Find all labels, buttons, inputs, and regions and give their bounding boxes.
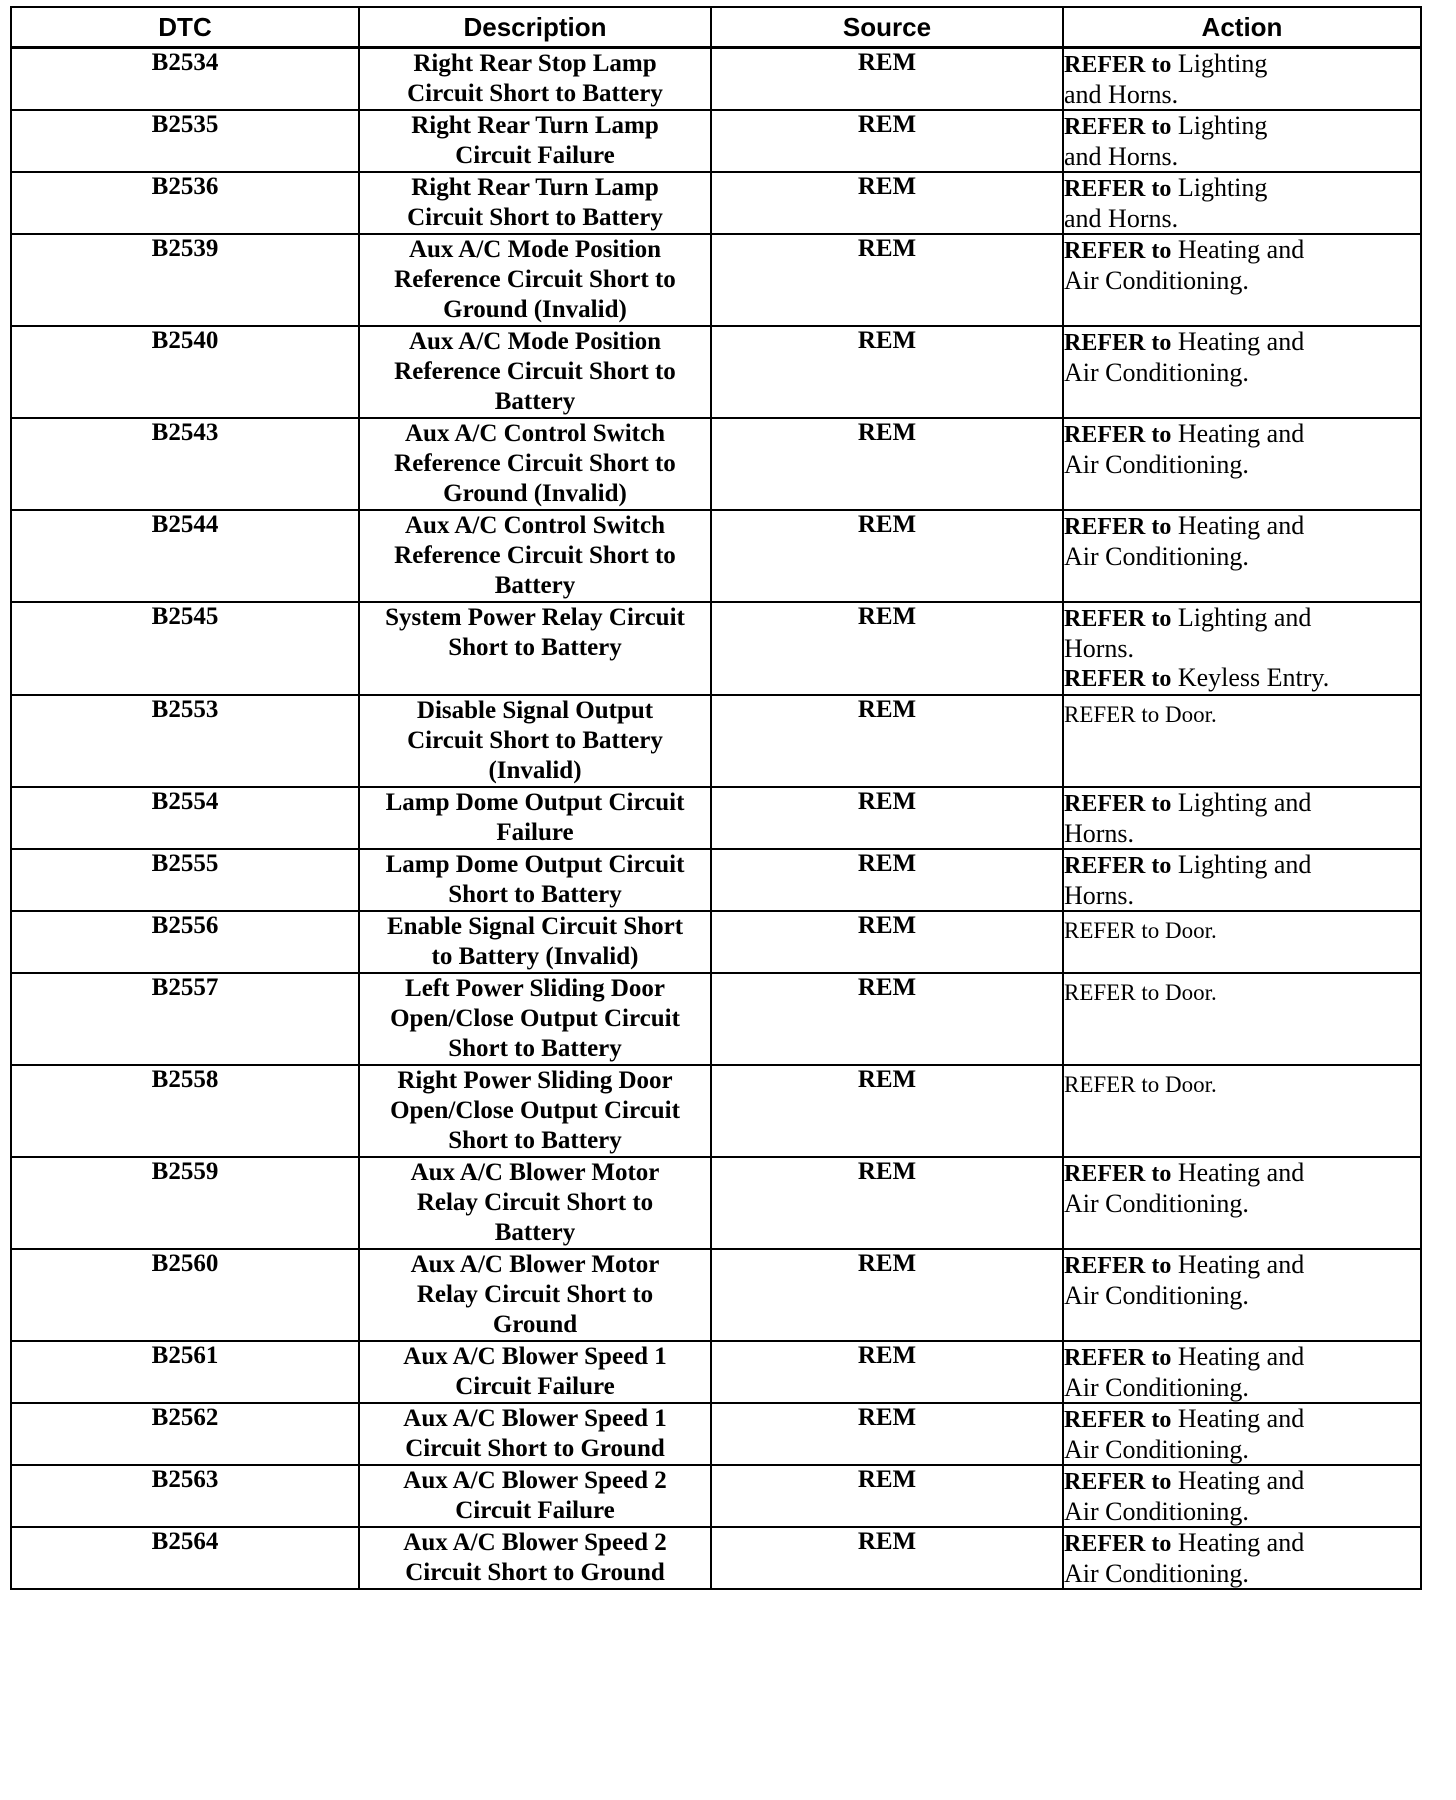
action-line [1064,1066,1420,1099]
action-line [1064,450,1420,479]
action-text: Lighting and [1177,603,1312,632]
refer-label: REFER to [1064,238,1172,264]
action-text: Air Conditioning. [1064,1189,1249,1218]
refer-label: REFER to [1064,853,1172,879]
action-text: REFER to Door. [1064,980,1217,1005]
action-text: Heating and [1177,1404,1305,1433]
source-cell: REM [711,787,1063,849]
table-row [11,602,1421,695]
source-cell: REM [711,510,1063,602]
table-row [11,234,1421,326]
action-line [1064,1559,1420,1588]
refer-label: REFER to [1064,1161,1172,1187]
description-line: Short to Battery [448,634,622,661]
action-line [1064,974,1420,1007]
action-text: Lighting [1177,173,1268,202]
table-row [11,418,1421,510]
description-line: Right Power Sliding Door [397,1067,673,1094]
description-cell [359,1465,711,1527]
action-line [1064,1435,1420,1464]
source-cell: REM [711,1403,1063,1465]
action-text: Lighting and [1177,850,1312,879]
dtc-code: B2558 [11,1065,359,1157]
header-action: Action [1063,7,1421,48]
source-cell: REM [711,234,1063,326]
description-cell [359,326,711,418]
dtc-code: B2543 [11,418,359,510]
table-row [11,911,1421,973]
action-text: Air Conditioning. [1064,266,1249,295]
table-row [11,1527,1421,1589]
action-cell [1063,48,1421,111]
refer-label: REFER to [1064,114,1172,140]
action-line [1064,634,1420,663]
action-line [1064,111,1420,142]
dtc-code: B2555 [11,849,359,911]
description-line: Aux A/C Blower Speed 2 [403,1529,667,1556]
description-line: Ground (Invalid) [443,480,627,507]
action-cell [1063,1527,1421,1589]
description-line: to Battery (Invalid) [431,943,639,970]
description-line: Circuit Short to Ground [405,1559,665,1586]
action-line [1064,542,1420,571]
source-cell: REM [711,1249,1063,1341]
dtc-code: B2557 [11,973,359,1065]
action-line [1064,49,1420,80]
action-text: Heating and [1177,327,1305,356]
dtc-code: B2534 [11,48,359,111]
action-line [1064,1466,1420,1497]
table-row [11,172,1421,234]
description-line: Aux A/C Blower Speed 2 [403,1467,667,1494]
description-line: Ground [492,1311,578,1338]
action-cell [1063,1157,1421,1249]
action-line [1064,266,1420,295]
description-cell [359,418,711,510]
action-text: Horns. [1064,634,1135,663]
description-line: Circuit Short to Battery [407,80,663,107]
description-cell [359,110,711,172]
action-line [1064,1158,1420,1189]
dtc-code: B2545 [11,602,359,695]
dtc-code: B2564 [11,1527,359,1589]
description-line: Short to Battery [448,881,622,908]
description-cell [359,1403,711,1465]
source-cell: REM [711,326,1063,418]
action-text: Air Conditioning. [1064,1559,1249,1588]
refer-label: REFER to [1064,176,1172,202]
description-cell [359,849,711,911]
action-text: Air Conditioning. [1064,358,1249,387]
dtc-code: B2559 [11,1157,359,1249]
action-text: Air Conditioning. [1064,1435,1249,1464]
action-line [1064,1250,1420,1281]
action-text: Heating and [1177,1250,1305,1279]
source-cell: REM [711,602,1063,695]
action-cell [1063,510,1421,602]
table-row [11,326,1421,418]
dtc-code: B2544 [11,510,359,602]
refer-label: REFER to [1064,1407,1172,1433]
dtc-code: B2563 [11,1465,359,1527]
action-text: REFER to Door. [1064,918,1217,943]
source-cell: REM [711,695,1063,787]
description-line: Aux A/C Mode Position [408,328,662,355]
action-cell [1063,418,1421,510]
source-cell: REM [711,1065,1063,1157]
description-line: Open/Close Output Circuit [390,1097,680,1124]
action-text: REFER to Door. [1064,1072,1217,1097]
refer-label: REFER to [1064,1253,1172,1279]
description-line: Right Rear Stop Lamp [413,50,657,77]
description-line: System Power Relay Circuit [385,604,685,631]
source-cell: REM [711,110,1063,172]
dtc-code: B2536 [11,172,359,234]
table-row [11,110,1421,172]
description-cell [359,1065,711,1157]
source-cell: REM [711,911,1063,973]
action-text: Air Conditioning. [1064,450,1249,479]
action-text: Heating and [1177,1528,1305,1557]
description-line: Lamp Dome Output Circuit [385,789,685,816]
dtc-code: B2535 [11,110,359,172]
table-row [11,1341,1421,1403]
description-cell [359,973,711,1065]
description-line: Aux A/C Control Switch [405,512,665,539]
action-line [1064,327,1420,358]
action-cell [1063,1341,1421,1403]
dtc-code: B2540 [11,326,359,418]
table-header-row [11,7,1421,48]
refer-label: REFER to [1064,606,1172,632]
description-line: Lamp Dome Output Circuit [385,851,685,878]
action-text: Air Conditioning. [1064,1497,1249,1526]
description-line: Short to Battery [448,1127,622,1154]
action-cell [1063,787,1421,849]
action-cell [1063,911,1421,973]
description-line: Right Rear Turn Lamp [411,174,659,201]
description-line: Left Power Sliding Door [405,975,665,1002]
action-line [1064,142,1420,171]
description-line: Circuit Failure [455,1373,615,1400]
action-text: and Horns. [1064,204,1179,233]
action-cell [1063,110,1421,172]
action-text: Air Conditioning. [1064,1373,1249,1402]
action-line [1064,1497,1420,1526]
description-cell [359,602,711,695]
action-cell [1063,172,1421,234]
description-cell [359,1157,711,1249]
action-line [1064,235,1420,266]
table-row [11,510,1421,602]
refer-label: REFER to [1064,1469,1172,1495]
source-cell: REM [711,849,1063,911]
table-row [11,1249,1421,1341]
action-line [1064,511,1420,542]
action-line [1064,1281,1420,1310]
action-text: Heating and [1177,235,1305,264]
refer-label: REFER to [1064,1345,1172,1371]
table-row [11,849,1421,911]
action-line [1064,1189,1420,1218]
action-line [1064,696,1420,729]
action-cell [1063,602,1421,695]
source-cell: REM [711,1465,1063,1527]
header-source: Source [711,7,1063,48]
description-cell [359,1341,711,1403]
description-line: Failure [496,819,574,846]
description-line: Aux A/C Blower Motor [410,1251,660,1278]
dtc-code: B2562 [11,1403,359,1465]
action-text: Air Conditioning. [1064,1281,1249,1310]
description-line: Disable Signal Output [416,697,654,724]
action-cell [1063,1403,1421,1465]
action-text: Heating and [1177,419,1305,448]
refer-label: REFER to [1064,422,1172,448]
dtc-code: B2553 [11,695,359,787]
action-text: Horns. [1064,881,1135,910]
dtc-code: B2539 [11,234,359,326]
source-cell: REM [711,1527,1063,1589]
table-body [11,48,1421,1590]
action-text: and Horns. [1064,80,1179,109]
action-cell [1063,1465,1421,1527]
table-row [11,787,1421,849]
dtc-code: B2556 [11,911,359,973]
description-line: Battery [494,572,576,599]
header-description: Description [359,7,711,48]
description-line: Relay Circuit Short to [416,1281,654,1308]
description-cell [359,911,711,973]
description-line: Aux A/C Blower Speed 1 [403,1405,667,1432]
action-line [1064,1342,1420,1373]
action-line [1064,881,1420,910]
action-line [1064,663,1420,694]
action-line [1064,850,1420,881]
source-cell: REM [711,172,1063,234]
description-line: Circuit Failure [455,1497,615,1524]
refer-label: REFER to [1064,52,1172,78]
refer-label: REFER to [1064,666,1172,692]
action-text: Lighting [1177,49,1268,78]
description-cell [359,48,711,111]
description-cell [359,787,711,849]
action-line [1064,1373,1420,1402]
header-dtc: DTC [11,7,359,48]
action-text: Heating and [1177,511,1305,540]
refer-label: REFER to [1064,514,1172,540]
dtc-table [10,6,1422,1590]
action-line [1064,204,1420,233]
description-cell [359,234,711,326]
table-row [11,973,1421,1065]
action-line [1064,912,1420,945]
action-cell [1063,973,1421,1065]
action-line [1064,173,1420,204]
table-row [11,1065,1421,1157]
action-text: Air Conditioning. [1064,542,1249,571]
source-cell: REM [711,1157,1063,1249]
action-text: Lighting [1177,111,1268,140]
source-cell: REM [711,48,1063,111]
description-line: Reference Circuit Short to [394,266,676,293]
table-row [11,1403,1421,1465]
table-row [11,1465,1421,1527]
action-text: Lighting and [1177,788,1312,817]
description-line: Circuit Failure [455,142,615,169]
description-cell [359,1249,711,1341]
action-text: Heating and [1177,1466,1305,1495]
action-cell [1063,849,1421,911]
table-row [11,48,1421,111]
description-cell [359,172,711,234]
action-line [1064,819,1420,848]
refer-label: REFER to [1064,330,1172,356]
description-cell [359,695,711,787]
description-line: Ground (Invalid) [443,296,627,323]
action-line [1064,788,1420,819]
description-line: Circuit Short to Ground [405,1435,665,1462]
table-row [11,1157,1421,1249]
action-text: Heating and [1177,1342,1305,1371]
description-cell [359,510,711,602]
action-text: Heating and [1177,1158,1305,1187]
action-cell [1063,234,1421,326]
description-line: Aux A/C Blower Speed 1 [403,1343,667,1370]
action-line [1064,80,1420,109]
source-cell: REM [711,418,1063,510]
action-text: REFER to Door. [1064,702,1217,727]
action-text: and Horns. [1064,142,1179,171]
table-row [11,695,1421,787]
action-cell [1063,695,1421,787]
description-line: Aux A/C Mode Position [408,236,662,263]
action-cell [1063,326,1421,418]
description-line: Aux A/C Control Switch [405,420,665,447]
description-line: Aux A/C Blower Motor [410,1159,660,1186]
action-line [1064,419,1420,450]
description-line: Right Rear Turn Lamp [411,112,659,139]
action-line [1064,1404,1420,1435]
description-line: Reference Circuit Short to [394,358,676,385]
description-line: Reference Circuit Short to [394,542,676,569]
description-line: Enable Signal Circuit Short [386,913,684,940]
refer-label: REFER to [1064,1531,1172,1557]
refer-label: REFER to [1064,791,1172,817]
action-cell [1063,1249,1421,1341]
dtc-code: B2561 [11,1341,359,1403]
action-line [1064,358,1420,387]
source-cell: REM [711,973,1063,1065]
action-text: Horns. [1064,819,1135,848]
action-cell [1063,1065,1421,1157]
description-line: (Invalid) [488,757,582,784]
action-line [1064,603,1420,634]
description-cell [359,1527,711,1589]
description-line: Relay Circuit Short to [416,1189,654,1216]
description-line: Battery [494,388,576,415]
dtc-code: B2560 [11,1249,359,1341]
dtc-code: B2554 [11,787,359,849]
action-line [1064,1528,1420,1559]
source-cell: REM [711,1341,1063,1403]
description-line: Circuit Short to Battery [407,727,663,754]
action-text: Keyless Entry. [1177,663,1330,692]
description-line: Short to Battery [448,1035,622,1062]
description-line: Open/Close Output Circuit [390,1005,680,1032]
description-line: Battery [494,1219,576,1246]
description-line: Reference Circuit Short to [394,450,676,477]
description-line: Circuit Short to Battery [407,204,663,231]
